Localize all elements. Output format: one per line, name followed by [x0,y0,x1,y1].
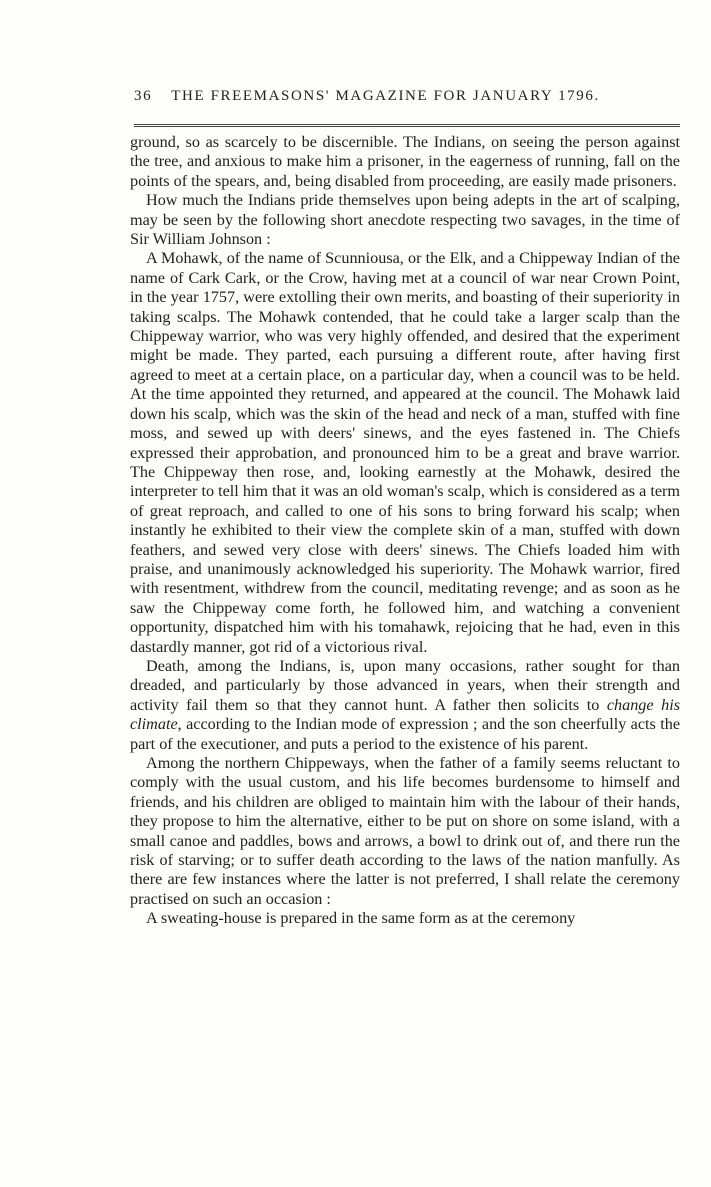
italic-phrase: change his climate [130,695,681,734]
running-title: THE FREEMASONS' MAGAZINE FOR JANUARY 1796. [171,88,600,104]
paragraph-spears: ground, so as scarcely to be discernible. The Indians, on seeing the person against the tree, and anxious to make him a prisoner, in the eagerness of running, fall on the points of the spears, and, being disabled from proceeding, are easily made prisoners. [130,133,680,190]
paragraph-mohawk-anecdote: A Mohawk, of the name of Scunniousa, or the Elk, and a Chippeway Indian of the name of Cark Cark, or the Crow, having met at a council of war near Crown Point, in the year 1757, were extolling their own merits, and boasting of their superiority in taking scalps. The Mohawk contended, that he could take a larger scalp than the Chippeway warrior, who was very highly offended, and desired that the experiment might be made. They parted, each pursuing a different route, after having first agreed to meet at a certain place, on a particular day, when a council was to be held. At the time appointed they returned, and appeared at the council. The Mohawk laid down his scalp, which was the skin of the head and neck of a man, stuffed with fine moss, and sewed up with deers' sinews, and the eyes fastened in. The Chiefs expressed their approbation, and pronounced him to be a great and brave warrior. The Chippeway then rose, and, looking earnestly at the Mohawk, desired the interpreter to tell him that it was an old woman's scalp, which is considered as a term of great reproach, and called to one of his sons to bring forward his scalp; when instantly he exhibited to their view the complete skin of a man, stuffed with down feathers, and sewed very close with deers' sinews. The Chiefs loaded him with praise, and unanimously acknowledged his superiority. The Mohawk warrior, fired with resentment, withdrew from the council, meditating revenge; and as soon as he saw the Chippeway come forth, he followed him, and watching a convenient opportunity, dispatched him with his tomahawk, rejoicing that he had, even in this dastardly manner, got rid of a victorious rival. [130,249,680,656]
paragraph-death-text-after: , according to the Indian mode of expression ; and the son cheerfully acts the part of the executioner, and puts a period to the existence of his parent. [130,715,680,753]
paragraph-death [130,657,680,754]
page-number: 36 [134,88,153,104]
paragraph-scalping-intro: How much the Indians pride themselves upon being adepts in the art of scalping, may be seen by the following short anecdote respecting two savages, in the time of Sir William Johnson : [130,191,680,249]
paragraph-chippeways: Among the northern Chippeways, when the father of a family seems reluctant to comply with the usual custom, and his life becomes burdensome to himself and friends, and his children are obliged to maintain him with the labour of their hands, they propose to him the alternative, either to be put on shore on some island, with a small canoe and paddles, bows and arrows, a bowl to drink out of, and there run the risk of starving; or to suffer death according to the laws of the nation manfully. As there are few instances where the latter is not preferred, I shall relate the ceremony practised on such an occasion : [130,754,680,908]
header-rule [134,124,680,127]
paragraph-death-text-before: Death, among the Indians, is, upon many occasions, rather sought for than dreaded, and particularly by those advanced in years, when their strength and activity fail them so that they cannot hunt. A father then solicits to [130,656,680,714]
article-body [130,133,680,929]
running-header [134,88,680,105]
paragraph-sweating-house: A sweating-house is prepared in the same form as at the ceremony [146,909,576,928]
